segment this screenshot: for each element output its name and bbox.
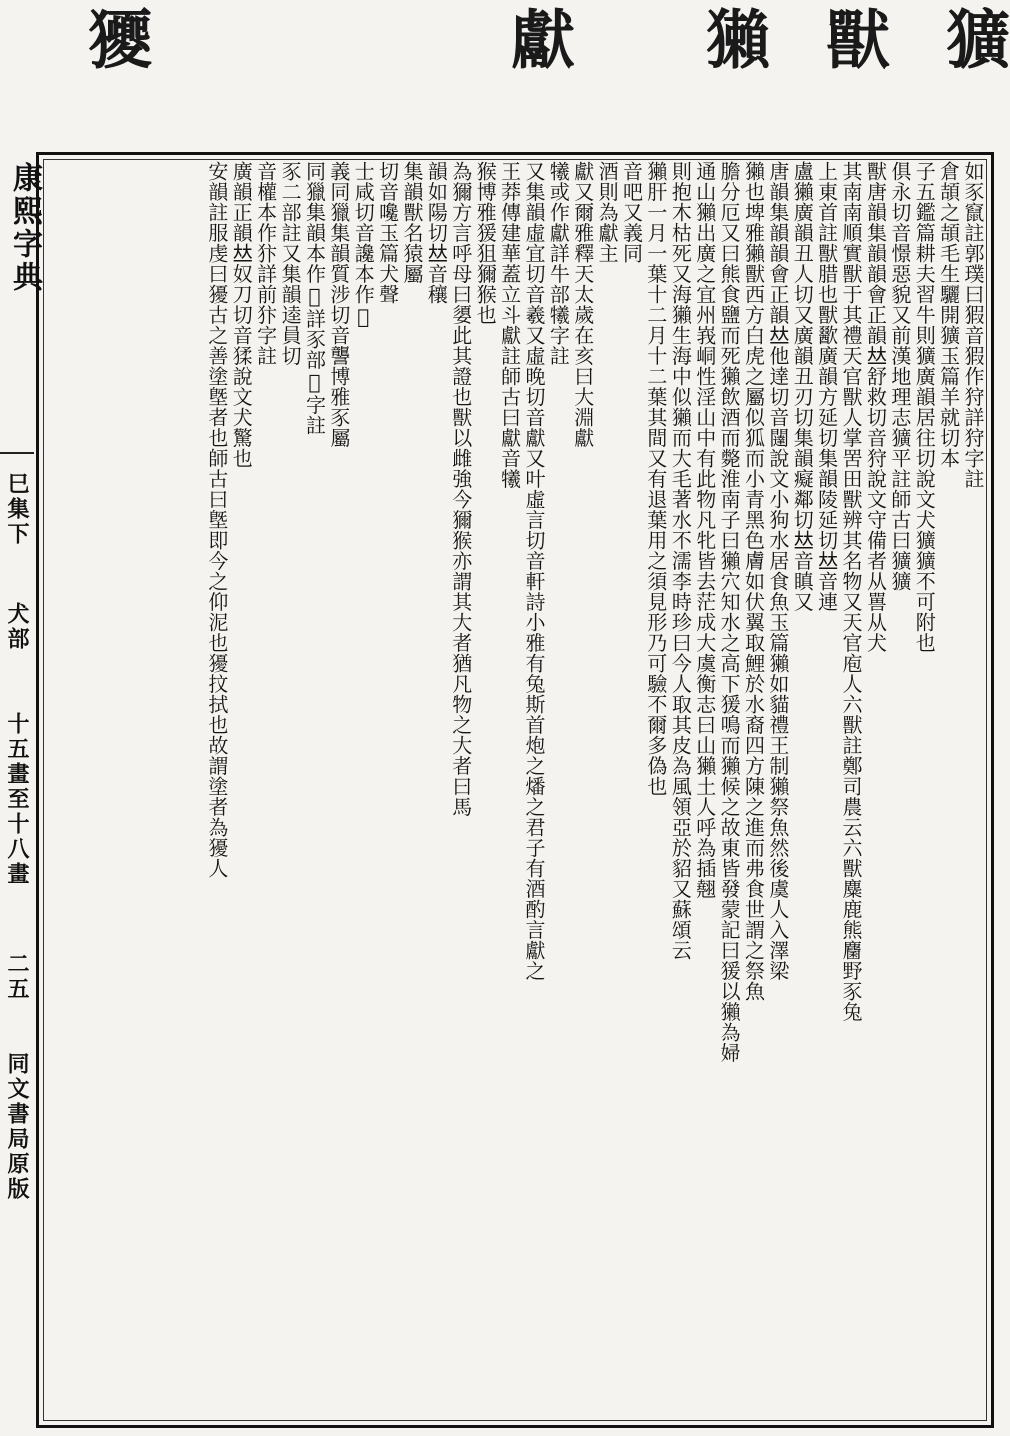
text-column: 獺也埤雅獺獸西方白虎之屬似狐而小青黑色膚如伏翼取鯉於水裔四方陳之進而弗食世謂之祭魚 (741, 161, 766, 1002)
publisher: 同文書局原版 (4, 1052, 30, 1202)
text-column: 集韻獸名猿屬 (400, 161, 425, 284)
text-columns (45, 161, 985, 1419)
text-column: 膽分厄又曰熊食鹽而死獺飲酒而斃淮南子曰獺穴知水之高下猨鳴而獺候之故東皆發蒙記曰猨以獺為婦 (717, 161, 742, 1063)
text-column: 上東首註獸腊也獸歠廣韻方延切集韻陵延切𠀤音連 (814, 161, 839, 612)
text-column: 韻如陽切𠀤音穰 (424, 161, 449, 305)
text-column: 酒則為獻主 (595, 161, 620, 264)
text-column: 子五鑑篇耕夫習牛則獷廣韻居往切說文犬獷獷不可附也 (912, 161, 937, 653)
headword-3: 獺 (695, 6, 770, 72)
text-column: 切音嚵玉篇犬聲 (375, 161, 400, 305)
text-column: 士咸切音讒本作𤠢 (351, 161, 376, 329)
radical-label: 犬部 (4, 602, 30, 652)
text-column: 如豕竄註郭璞曰猳音猳作狩詳狩字註 (961, 161, 985, 489)
text-column: 猴博雅猨狙獮猴也 (473, 161, 498, 325)
text-column: 獻又爾雅釋天太歲在亥曰大淵獻 (570, 161, 595, 448)
text-column: 俱永切音憬惡貌又前漢地理志獷平註師古曰獷獷 (887, 161, 912, 592)
page-margin (0, 152, 42, 1428)
text-column: 獺肝一月一葉十二月十二葉其間又有退葉用之須見形乃可驗不爾多偽也 (643, 161, 668, 797)
book-title: 康熙字典 (7, 162, 42, 294)
text-column: 義同獵集韻質涉切音讋博雅豕屬 (326, 161, 351, 448)
text-column: 盧獺廣韻丑人切又廣韻丑刃切集韻癡鄰切𠀤音瞋又 (790, 161, 815, 612)
header (0, 0, 1010, 120)
headword-4: 獻 (500, 6, 575, 72)
headword-5: 獿 (77, 6, 152, 72)
stroke-range: 十五畫至十八畫 (4, 712, 30, 887)
text-column: 倉頡之頡毛生驪開獷玉篇羊就切本 (936, 161, 961, 469)
text-column: 豕二部註又集韻逵員切 (278, 161, 303, 366)
text-column: 音權本作犿詳前犿字註 (253, 161, 278, 366)
headword-1: 獷 (935, 6, 1010, 72)
collection-label: 巳集下 (4, 472, 30, 547)
text-column: 犧或作獻詳牛部犧字註 (546, 161, 571, 366)
text-column: 廣韻正韻𠀤奴刀切音猱說文犬驚也 (229, 161, 254, 469)
text-column: 其南南順實獸于其禮天官獸人掌罟田獸辨其名物又天官庖人六獸註鄭司農云六獸麋鹿熊麕野豕兔 (839, 161, 864, 1022)
text-column: 唐韻集韻韻會正韻𠀤他達切音闥說文小狗水居食魚玉篇獺如貓禮王制獺祭魚然後虞人入澤梁 (765, 161, 790, 981)
text-column: 為獮方言呼母曰嬃此其證也獸以雌強今獮猴亦謂其大者猶凡物之大者曰馬 (448, 161, 473, 817)
text-column: 通山獺出廣之宜州峩峒性淫山中有此物凡牝皆去茫成大虞衡志曰山獺土人呼為插翹 (692, 161, 717, 899)
page-number: 二五 (4, 952, 30, 1002)
margin-divider (0, 452, 34, 454)
text-column: 獸唐韻集韻韻會正韻𠀤舒救切音狩說文守備者从嘼从犬 (863, 161, 888, 653)
text-column: 安韻註服虔曰獶古之善塗墍者也師古曰墍即今之仰泥也獶抆拭也故謂塗者為獶人 (204, 161, 229, 879)
text-column: 則抱木枯死又海獺生海中似獺而大毛著水不濡李時珍曰今人取其皮為風領亞於貂又蘇頌云 (668, 161, 693, 961)
text-column: 王莽傳建華蓋立斗獻註師古曰獻音犧 (497, 161, 522, 489)
text-frame (36, 152, 994, 1428)
text-column: 同獵集韻本作𤠢詳豕部𤠢字註 (302, 161, 327, 436)
text-column: 又集韻虛宜切音羲又虛晚切音獻又叶虛言切音軒詩小雅有兔斯首炮之燔之君子有酒酌言獻之 (521, 161, 546, 981)
headword-2: 獸 (815, 6, 890, 72)
text-column: 音吧又義同 (619, 161, 644, 264)
